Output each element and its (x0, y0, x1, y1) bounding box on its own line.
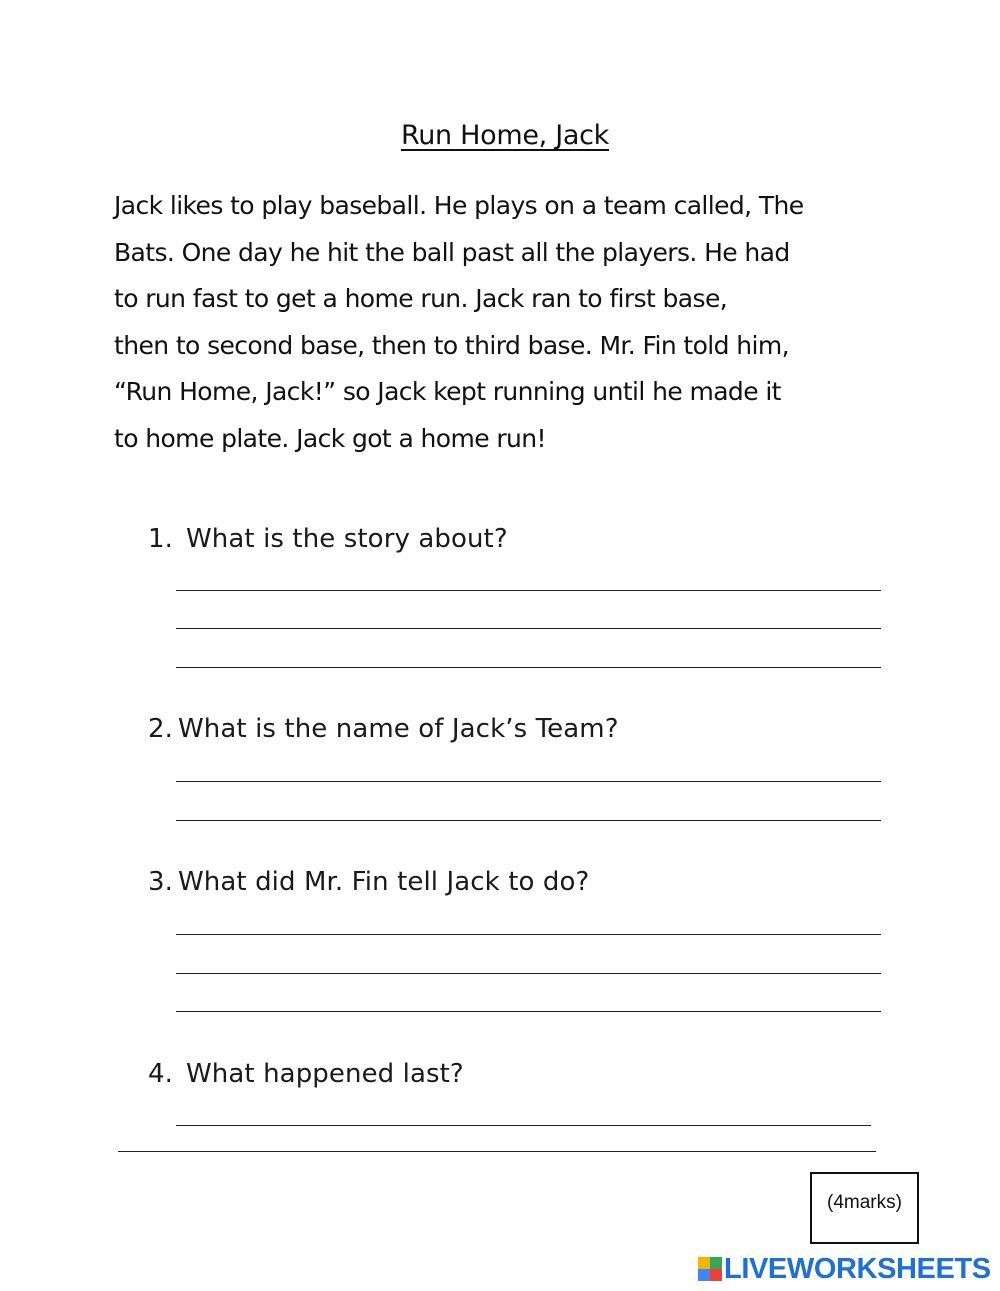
question-number: 4. (148, 1059, 174, 1089)
question-text: What is the story about? (186, 524, 508, 554)
brand-name: LIVEWORKSHEETS (724, 1252, 991, 1285)
marks-label: (4marks) (827, 1192, 902, 1213)
passage-line: to run fast to get a home run. Jack ran to first base, (114, 284, 728, 314)
question-text: What is the name of Jack’s Team? (178, 714, 619, 744)
marks-box (810, 1172, 919, 1244)
question-number: 1. (148, 524, 174, 554)
answer-line-3-1[interactable] (176, 934, 881, 935)
question-3 (148, 867, 589, 897)
question-4 (148, 1059, 464, 1089)
worksheet-title: Run Home, Jack (400, 120, 610, 151)
answer-line-4-1[interactable] (176, 1125, 871, 1126)
answer-line-4-2[interactable] (118, 1151, 876, 1152)
question-text: What happened last? (186, 1059, 464, 1089)
passage-line: “Run Home, Jack!” so Jack kept running until he made it (114, 377, 781, 407)
liveworksheets-logo-icon (698, 1257, 722, 1281)
reading-passage (114, 183, 904, 463)
answer-line-3-3[interactable] (176, 1011, 881, 1012)
passage-line: Jack likes to play baseball. He plays on a team called, The (114, 191, 804, 220)
answer-line-1-3[interactable] (176, 667, 881, 668)
question-2 (148, 714, 619, 744)
passage-line: to home plate. Jack got a home run! (114, 423, 546, 453)
question-text: What did Mr. Fin tell Jack to do? (178, 867, 590, 897)
question-1 (148, 524, 508, 554)
answer-line-3-2[interactable] (176, 973, 881, 974)
passage-line: then to second base, then to third base. Mr. Fin told him, (114, 330, 789, 360)
question-number: 2. (148, 714, 174, 744)
question-number: 3. (148, 867, 174, 897)
answer-line-1-2[interactable] (176, 628, 881, 629)
liveworksheets-brand (698, 1254, 991, 1284)
answer-line-2-2[interactable] (176, 820, 881, 821)
passage-line: Bats. One day he hit the ball past all the players. He had (114, 237, 790, 267)
answer-line-1-1[interactable] (176, 590, 881, 591)
answer-line-2-1[interactable] (176, 781, 881, 782)
